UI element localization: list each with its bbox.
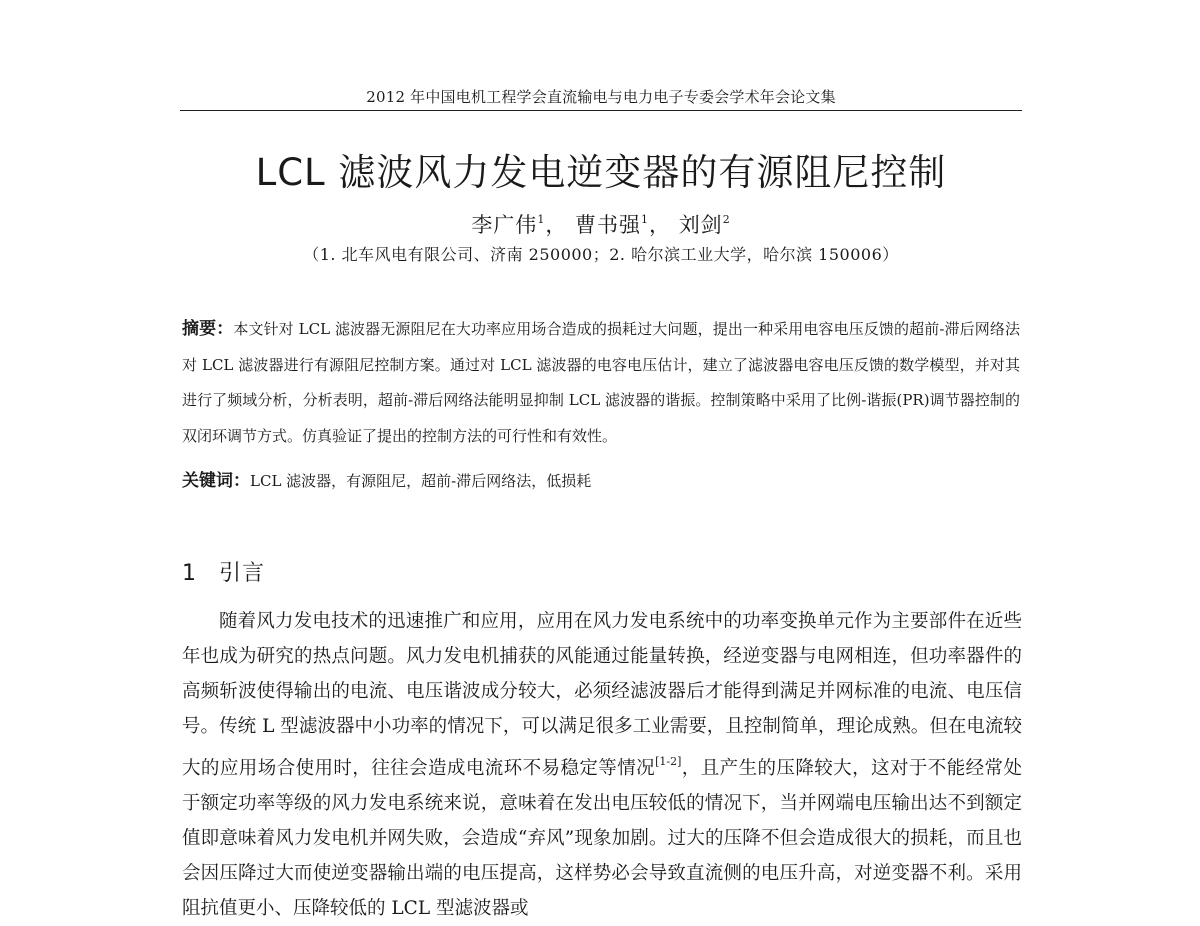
author-name: 刘剑 — [678, 213, 723, 237]
author-affiliation-mark: 1 — [537, 213, 546, 226]
keywords-block — [182, 464, 1020, 498]
section-number: 1 — [182, 561, 197, 586]
paper-title: LCL 滤波风力发电逆变器的有源阻尼控制 — [255, 151, 947, 194]
author-list — [180, 206, 1022, 239]
author-separator: ， — [545, 213, 568, 237]
header-rule — [180, 110, 1022, 111]
affiliation-line: （1. 北车风电有限公司、济南 250000；2. 哈尔滨工业大学，哈尔滨 150006） — [303, 245, 899, 264]
section-title: 引言 — [219, 561, 266, 586]
author-name: 李广伟 — [471, 213, 538, 237]
body-paragraph — [182, 604, 1022, 926]
paragraph-text-continued: ，且产生的压降较大，这对于不能经常处于额定功率等级的风力发电系统来说，意味着在发出电压较低的情况下，当并网端电压输出达不到额定值即意味着风力发电机并网失败，会造成“弃风”现象加剧。过大的压降不但会造成很大的损耗，而且也会因压降过大而使逆变器输出端的电压提高，这样势必会导致直流侧的电压升高，对逆变器不利。采用阻抗值更小、压降较低的 LCL 型滤波器或 — [182, 758, 1022, 919]
author-name: 曹书强 — [575, 213, 641, 237]
keywords-text: LCL 滤波器，有源阻尼，超前-滞后网络法，低损耗 — [250, 472, 592, 490]
section-heading — [182, 556, 265, 592]
abstract-block — [182, 312, 1020, 454]
running-header: 2012 年中国电机工程学会直流输电与电力电子专委会学术年会论文集 — [366, 88, 836, 106]
paragraph-text: 随着风力发电技术的迅速推广和应用，应用在风力发电系统中的功率变换单元作为主要部件在近些年也成为研究的热点问题。风力发电机捕获的风能通过能量转换，经逆变器与电网相连，但功率器件的高频斩波使得输出的电流、电压谐波成分较大，必须经滤波器后才能得到满足并网标准的电流、电压信号。传统 L 型滤波器中小功率的情况下，可以满足很多工业需要，且控制简单，理论成熟。但在电流较大的应用场合使用时，往往会造成电流环不易稳定等情况 — [182, 611, 1022, 779]
abstract-text: 本文针对 LCL 滤波器无源阻尼在大功率应用场合造成的损耗过大问题，提出一种采用电容电压反馈的超前-滞后网络法对 LCL 滤波器进行有源阻尼控制方案。通过对 LCL 滤波器的电容电压估计，建立了滤波器电容电压反馈的数学模型，并对其进行了频域分析，分析表明，超前-滞后网络法能明显抑制 LCL 滤波器的谐振。控制策略中采用了比例-谐振(PR)调节器控制的双闭环调节方式。仿真验证了提出的控制方法的可行性和有效性。 — [182, 320, 1021, 445]
author-affiliation-mark: 1 — [641, 213, 649, 226]
keywords-label: 关键词： — [182, 471, 250, 491]
abstract-label: 摘要： — [182, 319, 234, 339]
author-separator: ， — [649, 213, 671, 237]
citation-ref: [1-2] — [655, 755, 682, 768]
author-affiliation-mark: 2 — [722, 213, 731, 226]
